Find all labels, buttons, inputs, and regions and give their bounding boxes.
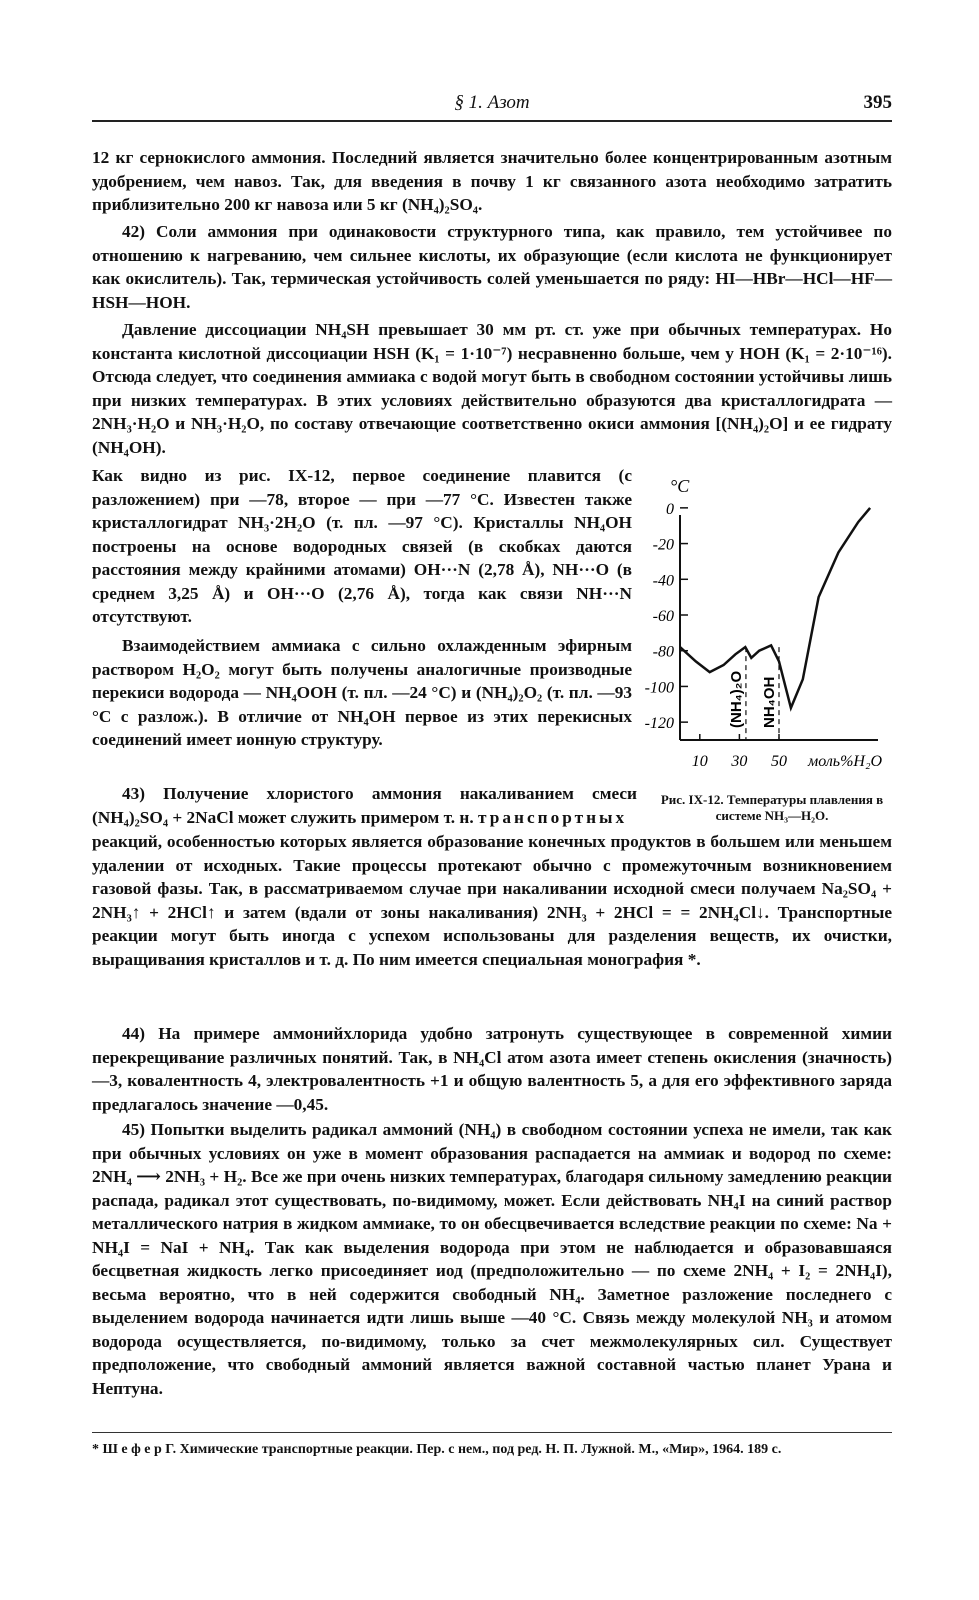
paragraph-peroxide: Взаимодействием аммиака с сильно охлажденным эфирным раствором H₂O₂ могут быть получены аналогичные производные перекиси водорода — NH₄OOH (т. пл. —24 °С) и (NH₄)₂O₂ (т. пл. —93 °С с разлож.). В отличие от NH₄OH первое из этих перекисных соединений имеет ионную структуру. — [92, 636, 632, 749]
page-number: 395 — [863, 92, 892, 113]
paragraph-45: 45) Попытки выделить радикал аммоний (NH₄) в свободном состоянии успеха не имели, так как при обычных условиях он уже в момент образования распадается на аммиак и водород по схеме: 2NH₄ ⟶ 2NH₃ + H₂. Все же при очень низких температурах, благодаря сильному замедлению реакции распада, радикал этот существовать, по-видимому, может. Если действовать NH₄I на синий раствор металлического натрия в жидком аммиаке, то он обесцвечивается вследствие реакции по схеме: Na + NH₄I = NaI + NH₄. Так как выделения водорода при этом не наблюдается и образовавшаяся бесцветная жидкость легко присоединяет иод (предположительно — по схеме 2NH₄ + I₂ = 2NH₄I), весьма вероятно, что в ней содержится свободный NH₄. Заметное разложение последнего с выделением водорода начинается идти лишь выше —40 °С. Связь между молекулой NH₃ и атомом водорода осуществляется, по-видимому, только за счет межмолекулярных сил. Существует предположение, что свободный аммоний является важной составной частью планет Урана и Нептуна. — [92, 1120, 892, 1398]
paragraph-43-cont: реакций, особенностью которых является образование конечных продуктов в большем или меньшем удалении от исходных. Такие процессы протекают обычно с промежуточным возникновением газовой фазы. Так, в рассматриваемом случае при накаливании исходной смеси получаем Na₂SO₄ + 2NH₃↑ + 2HCl↑ и затем (вдали от зоны накаливания) 2NH₃ + 2HCl = = 2NH₄Cl↓. Транспортные реакции могут быть иногда с успехом использованы для разделения веществ, их очистки, выращивания кристаллов и т. д. По ним имеется специальная монография *. — [92, 832, 892, 969]
footnote-rule — [92, 1432, 892, 1433]
figure-ix-12 — [640, 470, 900, 770]
paragraph-43-start — [92, 782, 637, 829]
running-header — [92, 92, 892, 116]
y-axis-label: °C — [670, 476, 690, 496]
header-rule — [92, 120, 892, 122]
chart-ticks — [645, 501, 787, 770]
x-tick-label: 50 — [771, 753, 787, 770]
y-tick-label: -120 — [644, 715, 674, 733]
paragraph-44: 44) На примере аммонийхлорида удобно затронуть существующее в современной химии перекрещивание различных понятий. Так, в NH₄Cl атом азота имеет степень окисления (значность) —3, ковалентность 4, электровалентность +1 и общую валентность 5, а для его эффективного заряда предлагалось значение —0,45. — [92, 1024, 892, 1114]
y-tick-label: -40 — [652, 572, 674, 590]
compound-lines — [728, 647, 779, 740]
y-tick-label: -20 — [652, 536, 674, 554]
paragraph-intro: 12 кг сернокислого аммония. Последний является значительно более концентрированным азотным удобрением, чем навоз. Так, для введения в почву 1 кг связанного азота необходимо затратить приблизительно 200 кг навоза или 5 кг (NH₄)₂SO₄. — [92, 148, 892, 214]
footnote: * Ш е ф е р Г. Химические транспортные реакции. Пер. с нем., под ред. Н. П. Лужной. М., «Мир», 1964. 189 с. — [92, 1442, 782, 1457]
paragraph-42: 42) Соли аммония при одинаковости структурного типа, как правило, тем устойчивее по отношению к нагреванию, чем сильнее кислоты, их образующие (если кислота не функционирует как окислитель). Так, термическая устойчивость солей уменьшается по ряду: HI—HBr—HCl—HF—HSH—HOH. — [92, 222, 892, 312]
section-title: § 1. Азот — [454, 92, 530, 113]
melting-chart — [640, 470, 900, 770]
y-tick-label: 0 — [666, 500, 674, 518]
paragraph-figure-ref: Как видно из рис. IX-12, первое соединение плавится (с разложением) при —78, второе — при —77 °С. Известен также кристаллогидрат NH₃·2H₂O (т. пл. —97 °С). Кристаллы NH₄OH построены на основе водородных связей (в скобках даются расстояния между крайними атомами) OH···N (2,78 Å), NH···O (в среднем 3,25 Å) и OH···O (2,76 Å), тогда как связи NH···N отсутствуют. — [92, 466, 632, 626]
term-transport: транспортных — [478, 807, 628, 827]
y-tick-label: -60 — [652, 608, 674, 625]
compound-label: NH₄OH — [761, 676, 778, 728]
compound-label: (NH₄)₂O — [727, 670, 745, 728]
para43-text: 43) Получение хлористого аммония накаливанием смеси (NH₄)₂SO₄ + 2NaCl может служить примером т. н. — [92, 784, 637, 827]
figure-caption: Рис. IX-12. Температуры плавления в системе NH₃—H₂O. — [660, 792, 884, 823]
chart-axes — [680, 515, 878, 740]
x-tick-label: 10 — [691, 753, 708, 770]
paragraph-dissociation: Давление диссоциации NH₄SH превышает 30 мм рт. ст. уже при обычных температурах. Но константа кислотной диссоциации HSH (K₁ = 1·10⁻⁷) несравненно больше, чем у HOH (K₁ = 2·10⁻¹⁶). Отсюда следует, что соединения аммиака с водой могут быть в свободном состоянии устойчивы лишь при низких температурах. В этих условиях действительно образуются два кристаллогидрата — 2NH₃·H₂O и NH₃·H₂O, по составу отвечающие соответственно окиси аммония [(NH₄)₂O] и ее гидрату (NH₄OH). — [92, 320, 892, 457]
y-tick-label: -100 — [644, 679, 674, 697]
y-tick-label: -80 — [652, 643, 674, 661]
x-tick-label: 30 — [731, 753, 748, 770]
x-axis-label: моль%H₂O — [808, 753, 883, 770]
